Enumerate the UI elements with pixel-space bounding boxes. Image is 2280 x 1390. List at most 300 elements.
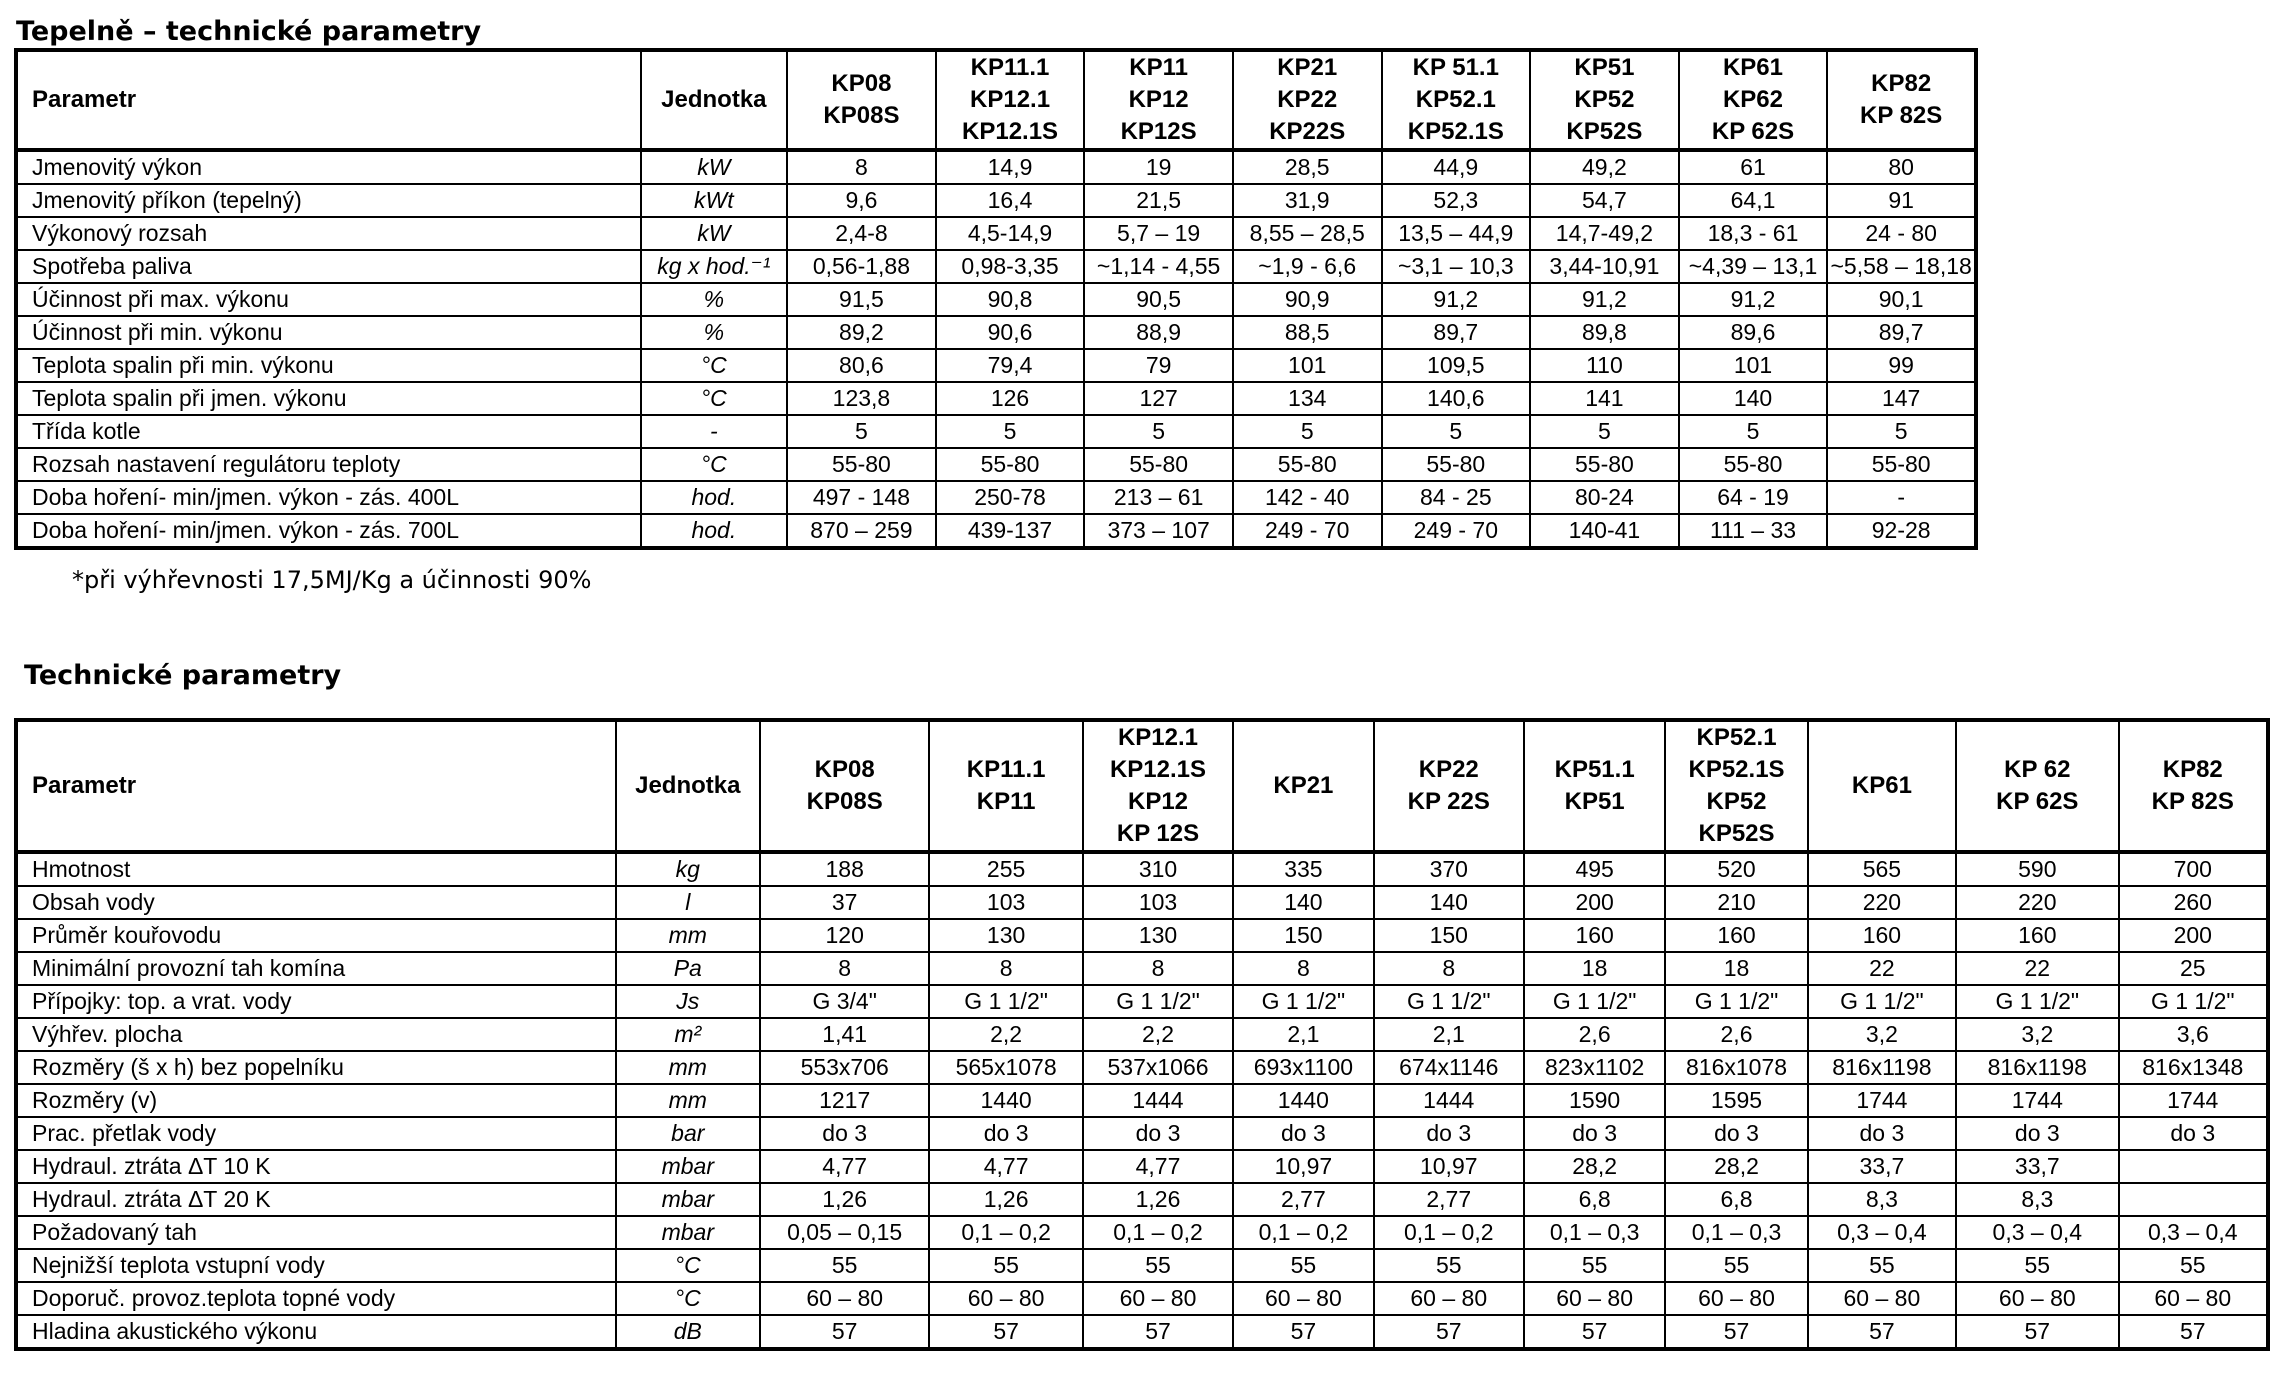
- header-model-line: KP52: [1706, 788, 1767, 815]
- table-row: [16, 382, 1976, 415]
- table-row: [16, 952, 2268, 985]
- value-cell: 60 – 80: [1233, 1282, 1373, 1315]
- value-cell: do 3: [760, 1117, 929, 1150]
- value-cell: 310: [1083, 852, 1233, 886]
- header-model-line: KP08S: [823, 102, 900, 129]
- value-cell: 109,5: [1382, 349, 1531, 382]
- value-cell: 5: [1233, 415, 1382, 448]
- value-cell: 101: [1233, 349, 1382, 382]
- header-model: [2119, 720, 2268, 852]
- value-cell: 4,77: [1083, 1150, 1233, 1183]
- table-row: [16, 481, 1976, 514]
- value-cell: G 1 1/2": [929, 985, 1082, 1018]
- header-model-line: KP08S: [806, 788, 883, 815]
- table-row: [16, 283, 1976, 316]
- header-model-line: KP 12S: [1116, 820, 1200, 847]
- value-cell: 60 – 80: [2119, 1282, 2268, 1315]
- param-unit: kWt: [641, 184, 788, 217]
- value-cell: 49,2: [1530, 150, 1679, 184]
- value-cell: 55-80: [936, 448, 1085, 481]
- value-cell: 2,6: [1524, 1018, 1665, 1051]
- value-cell: 21,5: [1084, 184, 1233, 217]
- value-cell: 1595: [1665, 1084, 1807, 1117]
- value-cell: 57: [1808, 1315, 1956, 1349]
- value-cell: 8: [787, 150, 936, 184]
- value-cell: 140-41: [1530, 514, 1679, 548]
- table-header-row: [16, 50, 1976, 150]
- value-cell: 110: [1530, 349, 1679, 382]
- value-cell: 55: [1808, 1249, 1956, 1282]
- value-cell: 5: [1530, 415, 1679, 448]
- table-row: [16, 1150, 2268, 1183]
- value-cell: 140: [1679, 382, 1828, 415]
- value-cell: ~1,9 - 6,6: [1233, 250, 1382, 283]
- value-cell: do 3: [929, 1117, 1082, 1150]
- param-unit: %: [641, 283, 788, 316]
- value-cell: 5,7 – 19: [1084, 217, 1233, 250]
- value-cell: 90,1: [1827, 283, 1976, 316]
- value-cell: 126: [936, 382, 1085, 415]
- param-name: Účinnost při max. výkonu: [16, 283, 641, 316]
- value-cell: 57: [929, 1315, 1082, 1349]
- value-cell: 52,3: [1382, 184, 1531, 217]
- value-cell: 1744: [2119, 1084, 2268, 1117]
- table-row: [16, 1282, 2268, 1315]
- header-model-line: KP12S: [1120, 118, 1197, 145]
- param-name: Nejnižší teplota vstupní vody: [16, 1249, 616, 1282]
- value-cell: 55-80: [787, 448, 936, 481]
- value-cell: 823x1102: [1524, 1051, 1665, 1084]
- value-cell: 160: [1524, 919, 1665, 952]
- header-model-line: KP 62S: [1996, 788, 2079, 815]
- value-cell: do 3: [1374, 1117, 1524, 1150]
- value-cell: 2,4-8: [787, 217, 936, 250]
- value-cell: 24 - 80: [1827, 217, 1976, 250]
- value-cell: 870 – 259: [787, 514, 936, 548]
- header-model-line: KP11.1: [970, 54, 1050, 81]
- value-cell: 141: [1530, 382, 1679, 415]
- value-cell: 142 - 40: [1233, 481, 1382, 514]
- table-row: [16, 316, 1976, 349]
- header-model-line: KP 62S: [1711, 118, 1795, 145]
- header-model-line: KP22: [1418, 756, 1479, 783]
- header-model: [1233, 720, 1373, 852]
- value-cell: G 1 1/2": [1956, 985, 2118, 1018]
- value-cell: do 3: [1808, 1117, 1956, 1150]
- value-cell: do 3: [1233, 1117, 1373, 1150]
- table-row: [16, 852, 2268, 886]
- value-cell: 91,2: [1679, 283, 1828, 316]
- header-model-line: KP21: [1273, 772, 1334, 799]
- value-cell: 1,26: [929, 1183, 1082, 1216]
- value-cell: 0,1 – 0,2: [1083, 1216, 1233, 1249]
- value-cell: 89,2: [787, 316, 936, 349]
- value-cell: do 3: [1083, 1117, 1233, 1150]
- value-cell: 16,4: [936, 184, 1085, 217]
- param-unit: %: [641, 316, 788, 349]
- value-cell: 140: [1233, 886, 1373, 919]
- value-cell: 28,2: [1524, 1150, 1665, 1183]
- value-cell: 90,9: [1233, 283, 1382, 316]
- value-cell: 565: [1808, 852, 1956, 886]
- value-cell: 249 - 70: [1382, 514, 1531, 548]
- value-cell: 816x1078: [1665, 1051, 1807, 1084]
- value-cell: 373 – 107: [1084, 514, 1233, 548]
- value-cell: 55-80: [1530, 448, 1679, 481]
- header-model-line: KP08: [831, 70, 892, 97]
- table-row: [16, 1183, 2268, 1216]
- param-name: Jmenovitý příkon (tepelný): [16, 184, 641, 217]
- table-row: [16, 1315, 2268, 1349]
- param-name: Hladina akustického výkonu: [16, 1315, 616, 1349]
- header-model-line: KP22: [1277, 86, 1338, 113]
- value-cell: 0,3 – 0,4: [1808, 1216, 1956, 1249]
- param-unit: mbar: [616, 1216, 760, 1249]
- value-cell: 8: [1233, 952, 1373, 985]
- value-cell: 57: [760, 1315, 929, 1349]
- param-unit: dB: [616, 1315, 760, 1349]
- table-row: [16, 919, 2268, 952]
- value-cell: 55: [760, 1249, 929, 1282]
- header-model-line: KP 22S: [1407, 788, 1490, 815]
- param-unit: °C: [641, 382, 788, 415]
- value-cell: 55: [929, 1249, 1082, 1282]
- value-cell: 31,9: [1233, 184, 1382, 217]
- value-cell: 816x1348: [2119, 1051, 2268, 1084]
- header-model: [1084, 50, 1233, 150]
- param-name: Doba hoření- min/jmen. výkon - zás. 400L: [16, 481, 641, 514]
- table-row: [16, 1117, 2268, 1150]
- value-cell: 0,3 – 0,4: [2119, 1216, 2268, 1249]
- param-name: Minimální provozní tah komína: [16, 952, 616, 985]
- value-cell: 55-80: [1084, 448, 1233, 481]
- value-cell: 0,05 – 0,15: [760, 1216, 929, 1249]
- value-cell: 2,1: [1233, 1018, 1373, 1051]
- value-cell: 127: [1084, 382, 1233, 415]
- value-cell: 3,6: [2119, 1018, 2268, 1051]
- technical-params-table: [14, 718, 2270, 1351]
- value-cell: 80-24: [1530, 481, 1679, 514]
- param-unit: m²: [616, 1018, 760, 1051]
- param-unit: l: [616, 886, 760, 919]
- header-model-line: KP61: [1722, 54, 1784, 81]
- value-cell: ~5,58 – 18,18: [1827, 250, 1976, 283]
- value-cell: 18,3 - 61: [1679, 217, 1828, 250]
- param-name: Rozměry (š x h) bez popelníku: [16, 1051, 616, 1084]
- value-cell: 1440: [1233, 1084, 1373, 1117]
- value-cell: 134: [1233, 382, 1382, 415]
- value-cell: 2,6: [1665, 1018, 1807, 1051]
- value-cell: 520: [1665, 852, 1807, 886]
- param-name: Požadovaný tah: [16, 1216, 616, 1249]
- footnote: *při výhřevnosti 17,5MJ/Kg a účinnosti 90%: [72, 566, 592, 594]
- param-unit: kW: [641, 217, 788, 250]
- header-model: [1665, 720, 1807, 852]
- param-name: Přípojky: top. a vrat. vody: [16, 985, 616, 1018]
- value-cell: 64 - 19: [1679, 481, 1828, 514]
- value-cell: 57: [1083, 1315, 1233, 1349]
- value-cell: 213 – 61: [1084, 481, 1233, 514]
- header-model-line: KP 82S: [2151, 788, 2234, 815]
- value-cell: ~1,14 - 4,55: [1084, 250, 1233, 283]
- value-cell: 6,8: [1665, 1183, 1807, 1216]
- table-row: [16, 1084, 2268, 1117]
- param-unit: kW: [641, 150, 788, 184]
- value-cell: do 3: [1956, 1117, 2118, 1150]
- value-cell: 57: [1524, 1315, 1665, 1349]
- value-cell: 5: [1084, 415, 1233, 448]
- table-row: [16, 250, 1976, 283]
- param-name: Výhřev. plocha: [16, 1018, 616, 1051]
- value-cell: 1,26: [1083, 1183, 1233, 1216]
- value-cell: 55-80: [1382, 448, 1531, 481]
- value-cell: 8: [760, 952, 929, 985]
- value-cell: 537x1066: [1083, 1051, 1233, 1084]
- param-unit: °C: [641, 448, 788, 481]
- value-cell: 88,5: [1233, 316, 1382, 349]
- value-cell: 130: [929, 919, 1082, 952]
- value-cell: 55: [1665, 1249, 1807, 1282]
- value-cell: 249 - 70: [1233, 514, 1382, 548]
- header-model-line: KP52.1: [1696, 724, 1777, 751]
- header-model: [1374, 720, 1524, 852]
- value-cell: 3,2: [1956, 1018, 2118, 1051]
- value-cell: ~4,39 – 13,1: [1679, 250, 1828, 283]
- header-model-line: KP52.1S: [1688, 756, 1785, 783]
- value-cell: G 1 1/2": [1374, 985, 1524, 1018]
- thermal-params-title: Tepelně – technické parametry: [16, 16, 482, 47]
- value-cell: 89,6: [1679, 316, 1828, 349]
- value-cell: do 3: [1665, 1117, 1807, 1150]
- param-name: Účinnost při min. výkonu: [16, 316, 641, 349]
- header-model-line: KP 62: [2004, 756, 2071, 783]
- value-cell: 0,1 – 0,3: [1665, 1216, 1807, 1249]
- value-cell: 2,2: [1083, 1018, 1233, 1051]
- param-unit: mm: [616, 919, 760, 952]
- value-cell: 19: [1084, 150, 1233, 184]
- value-cell: 150: [1374, 919, 1524, 952]
- param-name: Obsah vody: [16, 886, 616, 919]
- value-cell: 0,1 – 0,3: [1524, 1216, 1665, 1249]
- value-cell: 28,2: [1665, 1150, 1807, 1183]
- value-cell: 2,2: [929, 1018, 1082, 1051]
- value-cell: 84 - 25: [1382, 481, 1531, 514]
- value-cell: 565x1078: [929, 1051, 1082, 1084]
- header-model-line: KP51.1: [1554, 756, 1635, 783]
- value-cell: 80,6: [787, 349, 936, 382]
- value-cell: 54,7: [1530, 184, 1679, 217]
- value-cell: 160: [1956, 919, 2118, 952]
- value-cell: [2119, 1183, 2268, 1216]
- value-cell: 1,41: [760, 1018, 929, 1051]
- value-cell: G 1 1/2": [1524, 985, 1665, 1018]
- value-cell: 140: [1374, 886, 1524, 919]
- table-row: [16, 150, 1976, 184]
- value-cell: 60 – 80: [929, 1282, 1082, 1315]
- value-cell: 55-80: [1233, 448, 1382, 481]
- value-cell: 89,8: [1530, 316, 1679, 349]
- value-cell: 60 – 80: [1374, 1282, 1524, 1315]
- header-model-line: KP51: [1574, 54, 1635, 81]
- value-cell: 79,4: [936, 349, 1085, 382]
- value-cell: 120: [760, 919, 929, 952]
- header-model-line: KP12: [1128, 86, 1189, 113]
- value-cell: 4,77: [929, 1150, 1082, 1183]
- header-model-line: KP 82S: [1860, 102, 1943, 129]
- param-name: Hydraul. ztráta ΔT 20 K: [16, 1183, 616, 1216]
- value-cell: 0,1 – 0,2: [929, 1216, 1082, 1249]
- value-cell: G 3/4": [760, 985, 929, 1018]
- value-cell: 28,5: [1233, 150, 1382, 184]
- header-model-line: KP12: [1127, 788, 1189, 815]
- value-cell: 55-80: [1679, 448, 1828, 481]
- value-cell: 188: [760, 852, 929, 886]
- value-cell: 260: [2119, 886, 2268, 919]
- header-model: [1956, 720, 2118, 852]
- value-cell: 200: [1524, 886, 1665, 919]
- value-cell: 147: [1827, 382, 1976, 415]
- value-cell: 55: [1233, 1249, 1373, 1282]
- value-cell: 90,5: [1084, 283, 1233, 316]
- param-name: Doporuč. provoz.teplota topné vody: [16, 1282, 616, 1315]
- value-cell: 4,5-14,9: [936, 217, 1085, 250]
- param-name: Rozsah nastavení regulátoru teploty: [16, 448, 641, 481]
- param-unit: mbar: [616, 1183, 760, 1216]
- value-cell: 8: [1083, 952, 1233, 985]
- param-name: Výkonový rozsah: [16, 217, 641, 250]
- value-cell: 4,77: [760, 1150, 929, 1183]
- value-cell: 60 – 80: [1524, 1282, 1665, 1315]
- value-cell: 57: [1665, 1315, 1807, 1349]
- header-model: [936, 50, 1085, 150]
- value-cell: 5: [1382, 415, 1531, 448]
- value-cell: 8: [929, 952, 1082, 985]
- param-name: Průměr kouřovodu: [16, 919, 616, 952]
- value-cell: 37: [760, 886, 929, 919]
- value-cell: 1,26: [760, 1183, 929, 1216]
- header-model: [1808, 720, 1956, 852]
- value-cell: 220: [1956, 886, 2118, 919]
- value-cell: 1744: [1956, 1084, 2118, 1117]
- header-model-line: KP62: [1722, 86, 1784, 113]
- header-model: [1679, 50, 1828, 150]
- param-unit: mm: [616, 1051, 760, 1084]
- value-cell: 18: [1665, 952, 1807, 985]
- value-cell: 210: [1665, 886, 1807, 919]
- header-model-line: KP52.1S: [1407, 118, 1504, 145]
- table-row: [16, 886, 2268, 919]
- value-cell: 0,1 – 0,2: [1233, 1216, 1373, 1249]
- param-name: Třída kotle: [16, 415, 641, 448]
- value-cell: 5: [1679, 415, 1828, 448]
- value-cell: 693x1100: [1233, 1051, 1373, 1084]
- table-row: [16, 415, 1976, 448]
- value-cell: 590: [1956, 852, 2118, 886]
- value-cell: 370: [1374, 852, 1524, 886]
- value-cell: 335: [1233, 852, 1373, 886]
- table-row: [16, 184, 1976, 217]
- value-cell: 18: [1524, 952, 1665, 985]
- value-cell: 60 – 80: [1808, 1282, 1956, 1315]
- header-model-line: KP11: [976, 788, 1036, 815]
- header-model-line: KP08: [814, 756, 875, 783]
- table-row: [16, 349, 1976, 382]
- value-cell: 130: [1083, 919, 1233, 952]
- header-model-line: KP22S: [1269, 118, 1346, 145]
- value-cell: 55: [1374, 1249, 1524, 1282]
- value-cell: 553x706: [760, 1051, 929, 1084]
- value-cell: G 1 1/2": [2119, 985, 2268, 1018]
- technical-params-title: Technické parametry: [24, 660, 342, 691]
- value-cell: 57: [1233, 1315, 1373, 1349]
- header-model-line: KP52.1: [1415, 86, 1496, 113]
- param-unit: °C: [641, 349, 788, 382]
- value-cell: 1440: [929, 1084, 1082, 1117]
- param-name: Doba hoření- min/jmen. výkon - zás. 700L: [16, 514, 641, 548]
- value-cell: 2,1: [1374, 1018, 1524, 1051]
- value-cell: 140,6: [1382, 382, 1531, 415]
- value-cell: 9,6: [787, 184, 936, 217]
- value-cell: 8: [1374, 952, 1524, 985]
- value-cell: 0,3 – 0,4: [1956, 1216, 2118, 1249]
- value-cell: G 1 1/2": [1083, 985, 1233, 1018]
- value-cell: do 3: [2119, 1117, 2268, 1150]
- value-cell: 1590: [1524, 1084, 1665, 1117]
- value-cell: 89,7: [1827, 316, 1976, 349]
- value-cell: 55: [1083, 1249, 1233, 1282]
- value-cell: 700: [2119, 852, 2268, 886]
- value-cell: 99: [1827, 349, 1976, 382]
- header-model-line: KP12.1: [1117, 724, 1199, 751]
- param-name: Hmotnost: [16, 852, 616, 886]
- header-model: [929, 720, 1082, 852]
- param-unit: mbar: [616, 1150, 760, 1183]
- value-cell: 22: [1956, 952, 2118, 985]
- header-model: [760, 720, 929, 852]
- value-cell: 2,77: [1233, 1183, 1373, 1216]
- param-name: Jmenovitý výkon: [16, 150, 641, 184]
- table-row: [16, 448, 1976, 481]
- param-name: Hydraul. ztráta ΔT 10 K: [16, 1150, 616, 1183]
- value-cell: 60 – 80: [1665, 1282, 1807, 1315]
- value-cell: 1217: [760, 1084, 929, 1117]
- value-cell: 55: [1524, 1249, 1665, 1282]
- value-cell: 255: [929, 852, 1082, 886]
- value-cell: 44,9: [1382, 150, 1531, 184]
- value-cell: 57: [1956, 1315, 2118, 1349]
- value-cell: 0,98-3,35: [936, 250, 1085, 283]
- value-cell: -: [1827, 481, 1976, 514]
- value-cell: ~3,1 – 10,3: [1382, 250, 1531, 283]
- value-cell: 79: [1084, 349, 1233, 382]
- value-cell: 14,9: [936, 150, 1085, 184]
- value-cell: 0,1 – 0,2: [1374, 1216, 1524, 1249]
- param-unit: °C: [616, 1249, 760, 1282]
- table-row: [16, 217, 1976, 250]
- header-model-line: KP21: [1277, 54, 1338, 81]
- value-cell: G 1 1/2": [1233, 985, 1373, 1018]
- value-cell: 8,3: [1956, 1183, 2118, 1216]
- param-unit: Js: [616, 985, 760, 1018]
- value-cell: G 1 1/2": [1808, 985, 1956, 1018]
- table-row: [16, 1018, 2268, 1051]
- value-cell: 55: [1956, 1249, 2118, 1282]
- table-row: [16, 985, 2268, 1018]
- header-model-line: KP52S: [1698, 820, 1775, 847]
- value-cell: 60 – 80: [1083, 1282, 1233, 1315]
- value-cell: 160: [1665, 919, 1807, 952]
- header-model-line: KP52S: [1566, 118, 1643, 145]
